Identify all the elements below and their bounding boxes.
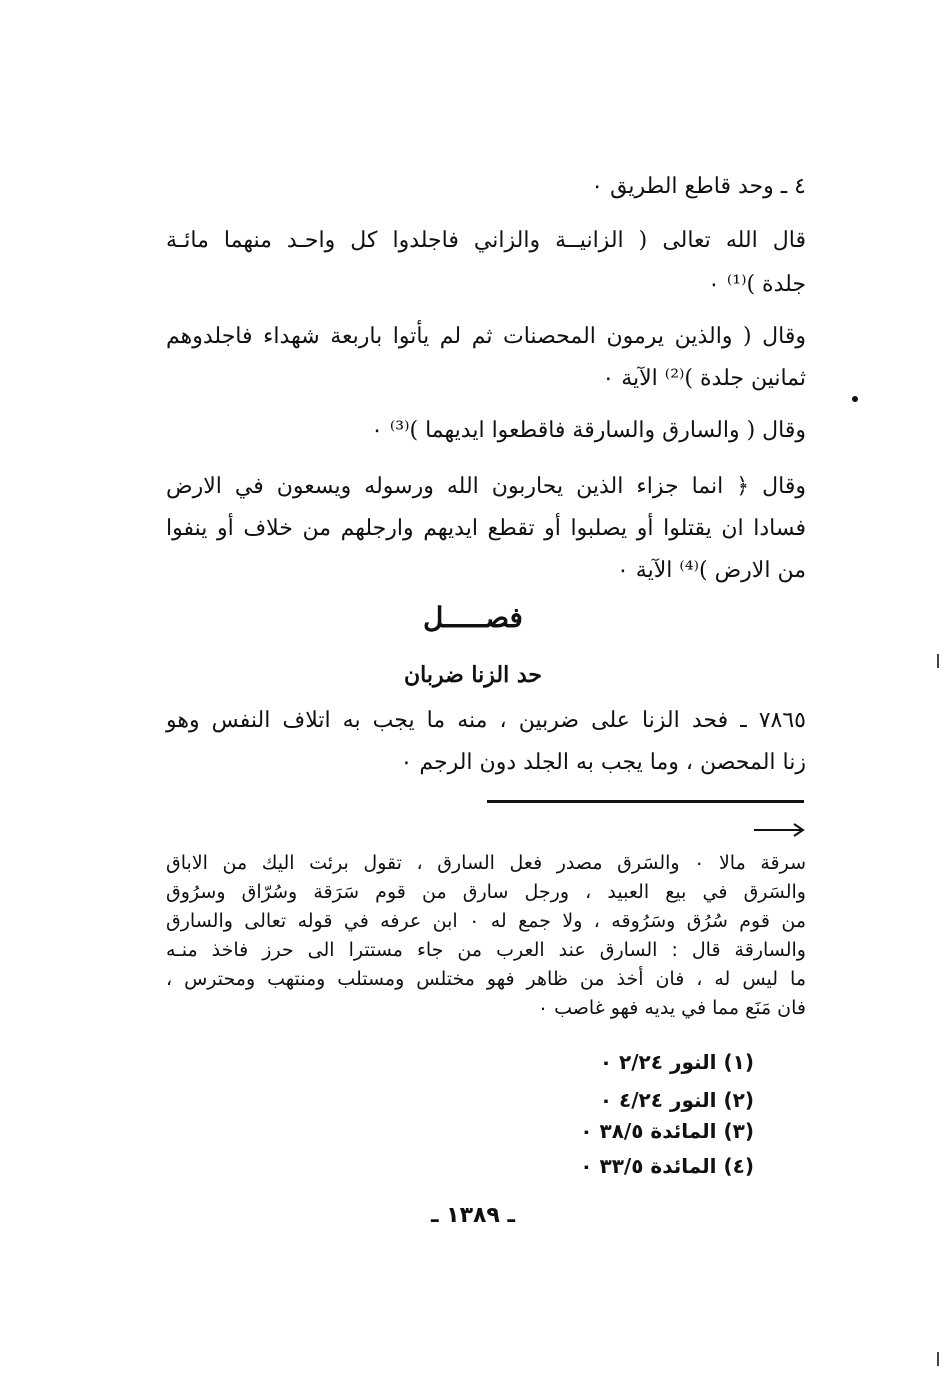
reference-2: (٢) النور ٤/٢٤ ٠ [599,1088,754,1112]
fasl-subheading: حد الزنا ضربان [403,662,543,688]
arrow-icon [752,820,806,840]
reference-3: (٣) المائدة ٣٨/٥ ٠ [580,1119,754,1143]
footnote-line-3: من قوم سُرُق وسَرُوقه ، ولا جمع له ٠ ابن عرفه في قوله تعالى والسارق [166,910,806,932]
footnote-line-4: والسارقة قال : السارق عند العرب من جاء مستترا الى حرز فاخذ منـه [166,939,806,961]
paragraph-4-line-3: من الارض )⁽⁴⁾ الآية ٠ [616,558,806,583]
scan-speck [852,396,858,402]
page-number: ـ ١٣٨٩ ـ [430,1203,516,1228]
reference-1: (١) النور ٢/٢٤ ٠ [599,1050,754,1074]
scan-edge-mark [937,1352,939,1366]
paragraph-3-line-1: وقال ( والسارق والسارقة فاقطعوا ايديهما )⁽³⁾ ٠ [371,418,806,443]
footnote-line-6: فان مَنَع مما في يديه فهو غاصب ٠ [537,997,806,1019]
fasl-paragraph-line-2: زنا المحصن ، وما يجب به الجلد دون الرجم ٠ [400,750,806,775]
fasl-paragraph-line-1: ٧٨٦٥ ـ فحد الزنا على ضربين ، منه ما يجب به اتلاف النفس وهو [166,708,806,733]
reference-4: (٤) المائدة ٣٣/٥ ٠ [580,1154,754,1178]
paragraph-4-line-2: فسادا ان يقتلوا أو يصلبوا أو تقطع ايديهم وارجلهم من خلاف أو ينفوا [166,516,806,541]
footnote-line-5: ما ليس له ، فان أخذ من ظاهر فهو مختلس ومستلب ومنتهب ومحترس ، [166,968,806,990]
footnote-line-2: والسَرق في بيع العبيد ، ورجل سارق من قوم سَرَقة وسُرّاق وسرُوق [166,881,806,903]
paragraph-2-line-2: ثمانين جلدة )⁽²⁾ الآية ٠ [602,366,806,391]
scan-edge-mark [937,654,939,668]
paragraph-1-line-2: جلدة )⁽¹⁾ ٠ [708,272,806,297]
footnote-line-1: سرقة مالا ٠ والسَرق مصدر فعل السارق ، تقول برئت اليك من الاباق [166,852,806,874]
paragraph-4-line-1: وقال ﴿ انما جزاء الذين يحاربون الله ورسوله ويسعون في الارض [166,474,806,499]
footnote-separator [487,800,804,803]
paragraph-2-line-1: وقال ( والذين يرمون المحصنات ثم لم يأتوا باربعة شهداء فاجلدوهم [166,324,806,349]
section-heading: ٤ ـ وحد قاطع الطريق ٠ [591,174,806,199]
paragraph-1-line-1: قال الله تعالى ( الزانيــة والزاني فاجلدوا كل واحـد منهما مائـة [166,228,806,253]
fasl-heading: فصـــــل [423,601,523,634]
